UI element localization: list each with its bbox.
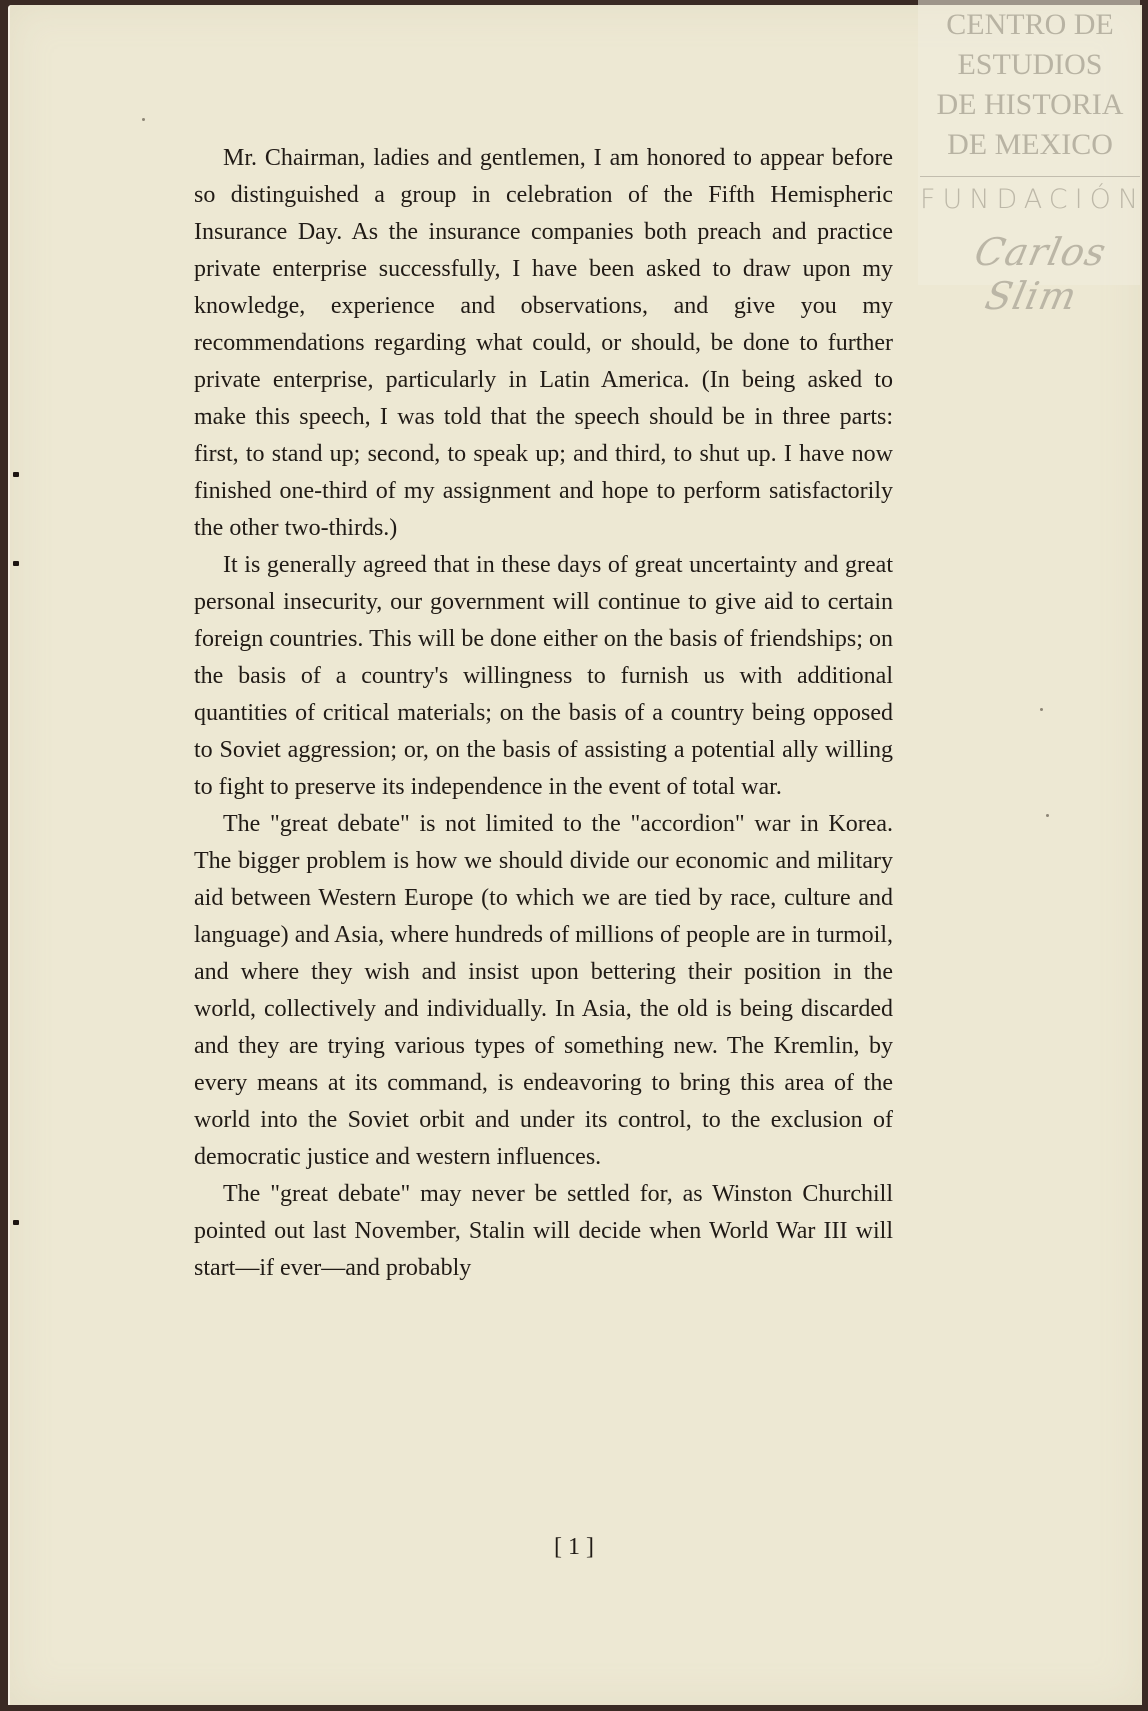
binding-mark: [13, 472, 19, 477]
binding-mark: [13, 1220, 19, 1225]
paper-speck: [1040, 708, 1043, 711]
watermark-line: DE HISTORIA: [936, 88, 1124, 121]
paragraph: The "great debate" is not limited to the "accordion" war in Korea. The bigger problem is how we should divide our economic and military aid between Western Europe (to which we are tied by race, culture and language) and Asia, where hundreds of millions of people are in turmoil, and where they wish and insist upon bettering their position in the world, collectively and individually. In Asia, the old is being discarded and they are trying various types of something new. The Kremlin, by every means at its command, is endeavoring to bring this area of the world into the Soviet orbit and under its control, to the exclusion of democratic justice and western influences.: [194, 811, 893, 1170]
paragraph: The "great debate" may never be settled for, as Winston Churchill pointed out last November, Stalin will decide when World War III will start—if ever—and probably: [194, 1181, 893, 1281]
page-number: [ 1 ]: [554, 1534, 594, 1560]
watermark-signature: Carlos Slim: [970, 230, 1111, 318]
paper-speck: [142, 118, 145, 121]
document-body: [194, 140, 893, 1287]
watermark-line: CENTRO DE: [946, 8, 1114, 41]
watermark-institution: [920, 5, 1140, 165]
watermark-foundation: FUNDACIÓN: [920, 184, 1146, 215]
paragraph: Mr. Chairman, ladies and gentlemen, I am honored to appear before so distinguished a group in celebration of the Fifth Hemispheric Insurance Day. As the insurance companies both preach and practice private enterprise successfully, I have been asked to draw upon my knowledge, experience and observations, and give you my recommendations regarding what could, or should, be done to further private enterprise, particularly in Latin America. (In being asked to make this speech, I was told that the speech should be in three parts: first, to stand up; second, to speak up; and third, to shut up. I have now finished one-third of my assignment and hope to perform satisfactorily the other two-thirds.): [194, 145, 893, 541]
paper-speck: [1046, 814, 1049, 817]
watermark-line: ESTUDIOS: [957, 48, 1103, 81]
watermark-divider: [920, 176, 1140, 177]
watermark-line: DE MEXICO: [947, 128, 1113, 161]
binding-mark: [13, 561, 19, 566]
paragraph: It is generally agreed that in these days of great uncertainty and great personal insecurity, our government will continue to give aid to certain foreign countries. This will be done either on the basis of friendships; on the basis of a country's willingness to furnish us with additional quantities of critical materials; on the basis of a country being opposed to Soviet aggression; or, on the basis of assisting a potential ally willing to fight to preserve its independence in the event of total war.: [194, 552, 893, 800]
